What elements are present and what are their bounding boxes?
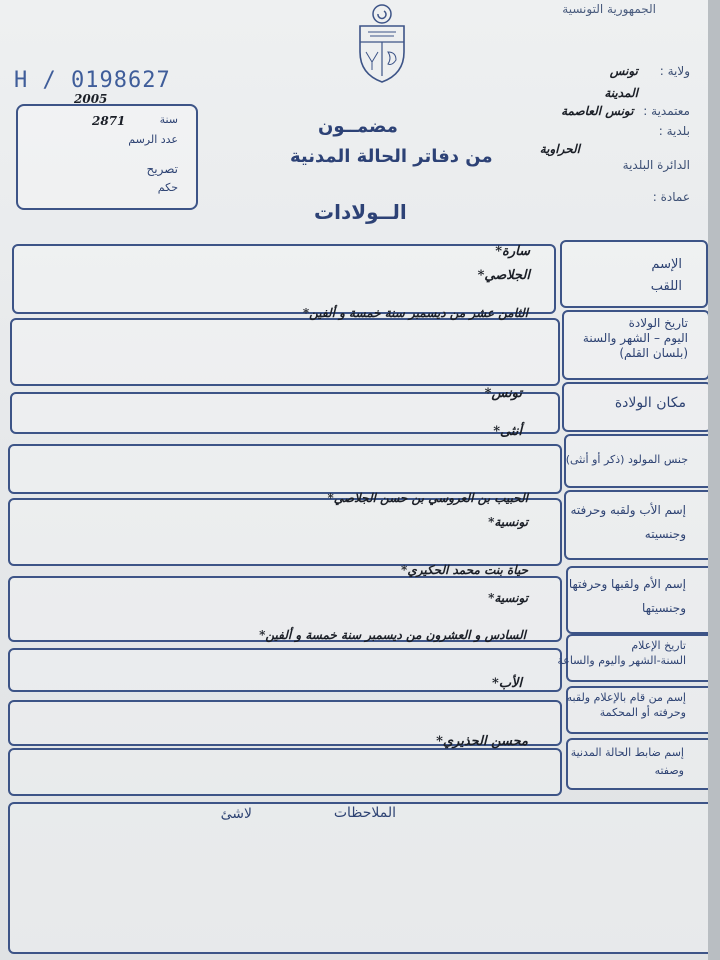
district-value: الحراوية <box>539 142 580 156</box>
registry-declaration-label: تصريح <box>146 162 178 176</box>
birth-date-value-box <box>10 318 560 386</box>
mother-label: إسم الأم ولقبها وحرفتها وجنسيتها <box>568 577 686 615</box>
declaration-date-label: تاريخ الإعلام السنة-الشهر واليوم والساعة <box>557 639 686 667</box>
declaration-date-value-box <box>8 648 562 692</box>
wilaya-label: ولاية : <box>659 64 690 78</box>
municipality-value: المدينة <box>604 86 638 100</box>
remarks-value: لاشئ <box>220 806 252 822</box>
wilaya-field <box>490 64 690 78</box>
registry-number-label: عدد الرسم <box>128 133 178 146</box>
sex-label: جنس المولود (ذكر أو أنثى) <box>565 453 688 466</box>
birth-date-value: الثامن عشر من ديسمبر سنة خمسة و ألفين* <box>302 306 528 320</box>
birth-place-value-box <box>10 392 560 434</box>
registry-year-label: سنة <box>159 113 178 126</box>
omda-field <box>490 190 690 204</box>
registrar-value-box <box>8 748 562 796</box>
baladia-label: بلدية : <box>658 124 690 138</box>
registrar-label: إسم ضابط الحالة المدنية وصفته <box>570 746 684 777</box>
republic-header: الجمهورية التونسية <box>562 2 656 16</box>
birth-place-value: تونس* <box>484 386 522 401</box>
name-label: الإسم اللقب <box>650 257 682 294</box>
remarks-box <box>8 802 716 954</box>
omda-label: عمادة : <box>652 190 690 204</box>
declarant-value: الأب* <box>491 676 522 691</box>
registry-judgment-label: حكم <box>157 181 178 194</box>
remarks-label: الملاحظات <box>333 805 396 821</box>
name-value: سارة* الجلاصي* <box>477 244 530 283</box>
registrar-value: محسن الحذيري* <box>436 734 528 749</box>
district-field <box>490 158 690 172</box>
baladia-field <box>490 124 690 138</box>
title-line-1: مضمــون <box>318 116 398 137</box>
title-line-2: من دفاتر الحالة المدنية <box>290 146 493 167</box>
father-label: إسم الأب ولقبه وحرفته وجنسيته <box>570 503 686 541</box>
delegation-value: تونس العاصمة <box>561 104 634 118</box>
birth-place-label: مكان الولادة <box>614 395 686 411</box>
background-strip <box>708 0 720 960</box>
declaration-date-value: السادس و العشرون من ديسمبر سنة خمسة و ألفين* <box>259 628 526 642</box>
mother-value: حياة بنت محمد الحكيري* تونسية* <box>401 563 528 605</box>
name-value-box <box>12 244 556 314</box>
registry-number-value: 2871 <box>92 114 126 128</box>
serial-number: H / 0198627 <box>14 68 171 93</box>
delegation-label: معتمدية : <box>643 104 690 118</box>
declarant-label: إسم من قام بالإعلام ولقبه وحرفته أو المحكمة <box>566 691 686 719</box>
sex-value: أنثى* <box>493 424 522 439</box>
father-value: الحبيب بن العروسي بن حسن الجلاصي* تونسية* <box>327 491 528 529</box>
district-label: الدائرة البلدية <box>622 158 690 172</box>
title-line-3: الــولادات <box>314 200 407 224</box>
registry-year-value: 2005 <box>74 92 108 106</box>
coat-of-arms-icon <box>352 2 412 84</box>
delegation-field <box>470 104 690 118</box>
wilaya-value: تونس <box>609 64 638 78</box>
birth-date-label: تاريخ الولادة اليوم – الشهر والسنة (بلسان القلم) <box>582 316 688 360</box>
